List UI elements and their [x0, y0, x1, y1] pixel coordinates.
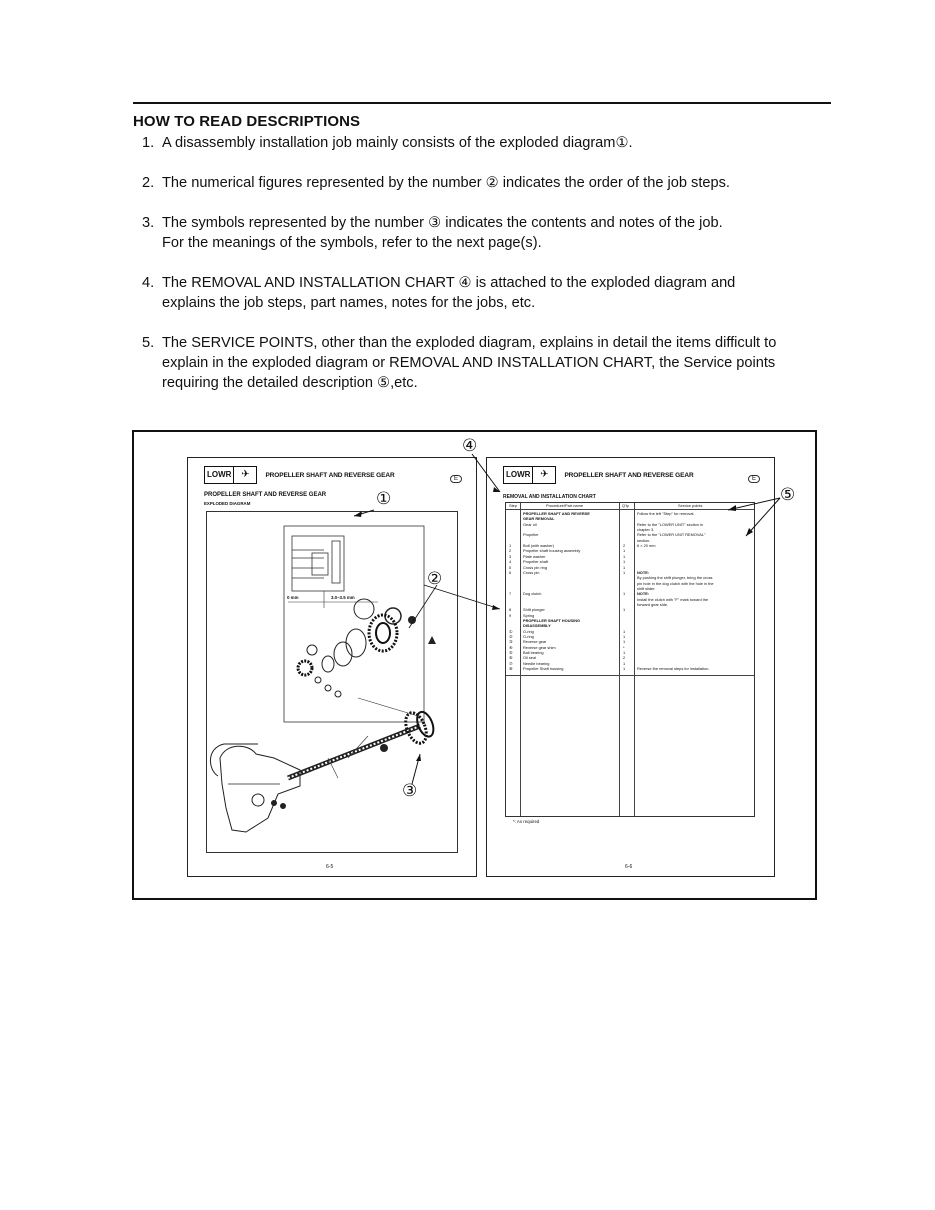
cell-proc: Cross pin ring — [523, 564, 548, 570]
language-tag: E — [450, 475, 462, 483]
cell-proc: PROPELLER SHAFT HOUSING — [523, 618, 581, 623]
callout-leaders — [134, 432, 819, 902]
propeller-icon: ✈ — [533, 466, 556, 484]
cell-proc: DISASSEMBLY — [523, 623, 551, 629]
cell-proc: Spring — [523, 612, 535, 618]
cell-proc: Bolt (with washer) — [523, 543, 554, 549]
cell-qty: 1 — [623, 591, 626, 597]
diagram-title: PROPELLER SHAFT AND REVERSE GEAR — [204, 492, 327, 498]
cell-step: 7 — [509, 591, 512, 597]
cell-svc: forward gear side. — [637, 601, 669, 607]
cell-proc: Propeller shaft housing assembly — [523, 548, 581, 554]
cell-svc: 6 × 20 mm — [637, 543, 656, 549]
diagram-subtitle: EXPLODED DIAGRAM — [204, 501, 251, 506]
cell-proc: PROPELLER SHAFT AND REVERSE — [523, 511, 590, 516]
cell-qty: 1 — [623, 634, 626, 640]
cell-step: 6 — [509, 569, 512, 575]
cell-svc: Install the clutch with "F" mark toward the — [637, 596, 709, 602]
cell-step: ⑧ — [509, 666, 513, 672]
cell-proc: GEAR REMOVAL — [523, 516, 555, 522]
cell-qty: 1 — [623, 660, 626, 666]
cell-qty: 1 — [623, 569, 626, 575]
cell-step: 1 — [509, 543, 512, 549]
instruction-5: 5. The SERVICE POINTS, other than the exploded diagram, explains in detail the items difficult to explain in the exploded diagram or REMOVAL AND INSTALLATION CHART, the Service points requiring the detailed description ⑤,etc. — [142, 335, 777, 391]
cell-proc: Plate washer — [523, 553, 546, 559]
callout-5: ⑤ — [780, 485, 796, 504]
header-title: PROPELLER SHAFT AND REVERSE GEAR — [265, 471, 395, 479]
instruction-4: 4. The REMOVAL AND INSTALLATION CHART ④ is attached to the exploded diagram and explains the job steps, part names, notes for the jobs, etc. — [142, 275, 736, 311]
callout-2: ② — [427, 569, 443, 588]
instruction-1: 1. A disassembly installation job mainly consists of the exploded diagram①. — [142, 135, 633, 151]
cell-step: ② — [509, 634, 513, 640]
cell-step: 4 — [509, 559, 512, 565]
cell-proc: Reverse gear shim — [523, 644, 556, 650]
cell-proc: Oil seal — [523, 655, 536, 661]
chart-title: REMOVAL AND INSTALLATION CHART — [503, 494, 596, 500]
cell-proc: Propeller — [523, 532, 539, 538]
cell-qty: * — [623, 644, 625, 650]
cell-qty: 1 — [623, 639, 626, 645]
cell-proc: Needle bearing — [523, 660, 550, 666]
cell-svc: Follow the left "Step" for removal. — [637, 511, 695, 516]
cell-qty: 1 — [623, 564, 626, 570]
callout-1: ① — [376, 489, 392, 508]
dimension-b: 3.0–3.5 mm — [331, 595, 355, 600]
cell-qty: 1 — [623, 559, 626, 565]
cell-svc: By pushing the shift plunger, bring the cross — [637, 575, 713, 581]
propeller-icon: ✈ — [234, 466, 257, 484]
lowr-label: LOWR — [503, 466, 533, 484]
removal-installation-chart: Step Procedure/Part name Q'ty Service points PROPELLER SHAFT AND REVERSE Follow the left "Step" for removal. GEAR REMOVAL Gear oil Refer to the "LOWER UNIT" section in chapter 3. Propeller Refer to the "LOWER UNIT REMOVAL" section. 1 Bolt (with washer) 2 6 × 20 mm 2 Propeller shaft housing assembly 1 3 Plate washer 1 4 Propeller shaft 1 5 Cross pin ring 1 6 Cross pin 1 NOTE: By pushing the shift plunger, bring the cross pin hole in the dog clutch with the hole in the shift slider. 7 Dog clutch 1 NOTE: Install the clutch with "F" mark toward the forward gear side. 8 Shift plunger 1 9 Spring PROPELLER SHAFT HOUSING DISASSEMBLY ① O-ring 1 ② O-ring 1 ③ Reverse gear 1 ④ Reverse gear shim * ⑤ Ball bearing 1 ⑥ Oil seal 2 ⑦ Needle bearing 1 ⑧ Propeller Shaft housing 1 Reverse the removal steps for installation. — [505, 502, 755, 817]
chart-footnote: *: As required — [513, 819, 540, 824]
cell-svc: pin hole in the dog clutch with the hole in the — [637, 580, 714, 586]
cell-step: 8 — [509, 607, 512, 613]
cell-svc: Refer to the "LOWER UNIT" section in — [637, 521, 704, 527]
cell-svc: chapter 3. — [637, 527, 655, 533]
cell-qty: 1 — [623, 628, 626, 634]
page-number: 6-6 — [625, 864, 633, 870]
cell-step: ④ — [509, 644, 513, 650]
page-number: 6-5 — [326, 864, 334, 870]
instruction-3: 3. The symbols represented by the number ③ indicates the contents and notes of the job. For the meanings of the symbols, refer to the next page(s). — [142, 215, 723, 251]
language-tag: E — [748, 475, 760, 483]
cell-proc: Propeller shaft — [523, 559, 549, 565]
cell-proc: Shift plunger — [523, 607, 545, 613]
cell-step: 2 — [509, 548, 512, 554]
cell-qty: 1 — [623, 553, 626, 559]
cell-step: ① — [509, 628, 513, 634]
cell-proc: Propeller Shaft housing — [523, 666, 564, 672]
cell-step: ⑥ — [509, 655, 513, 661]
lowr-label: LOWR — [204, 466, 234, 484]
cell-qty: 1 — [623, 607, 626, 613]
cell-step: ⑦ — [509, 660, 513, 666]
cell-svc: Reverse the removal steps for installation. — [637, 666, 710, 672]
cell-proc: Dog clutch — [523, 591, 542, 597]
cell-qty: 1 — [623, 548, 626, 554]
top-rule — [133, 102, 831, 104]
cell-svc: NOTE: — [637, 569, 650, 575]
instruction-2: 2. The numerical figures represented by the number ② indicates the order of the job steps. — [142, 175, 730, 191]
cell-qty: 2 — [623, 543, 626, 549]
dimension-a: 0 mm — [287, 595, 299, 600]
cell-proc: Cross pin — [523, 569, 540, 575]
example-figure — [132, 430, 817, 900]
cell-step: ⑤ — [509, 650, 513, 656]
cell-step: ③ — [509, 639, 513, 645]
cell-step: 3 — [509, 553, 512, 559]
cell-svc: shift slider. — [637, 585, 656, 591]
cell-proc: Ball bearing — [523, 650, 544, 656]
header-title: PROPELLER SHAFT AND REVERSE GEAR — [564, 471, 694, 479]
cell-proc: Gear oil — [523, 521, 537, 527]
cell-svc: section. — [637, 537, 651, 543]
cell-proc: O-ring — [523, 634, 534, 640]
cell-step: 5 — [509, 564, 512, 570]
cell-svc: NOTE: — [637, 591, 650, 597]
cell-qty: 1 — [623, 650, 626, 656]
cell-qty: 2 — [623, 655, 626, 661]
callout-3: ③ — [402, 781, 418, 800]
callout-4: ④ — [462, 436, 478, 455]
cell-qty: 1 — [623, 666, 626, 672]
cell-svc: Refer to the "LOWER UNIT REMOVAL" — [637, 532, 706, 538]
section-heading: HOW TO READ DESCRIPTIONS — [133, 113, 361, 130]
cell-proc: O-ring — [523, 628, 534, 634]
cell-step: 9 — [509, 612, 512, 618]
cell-proc: Reverse gear — [523, 639, 547, 645]
